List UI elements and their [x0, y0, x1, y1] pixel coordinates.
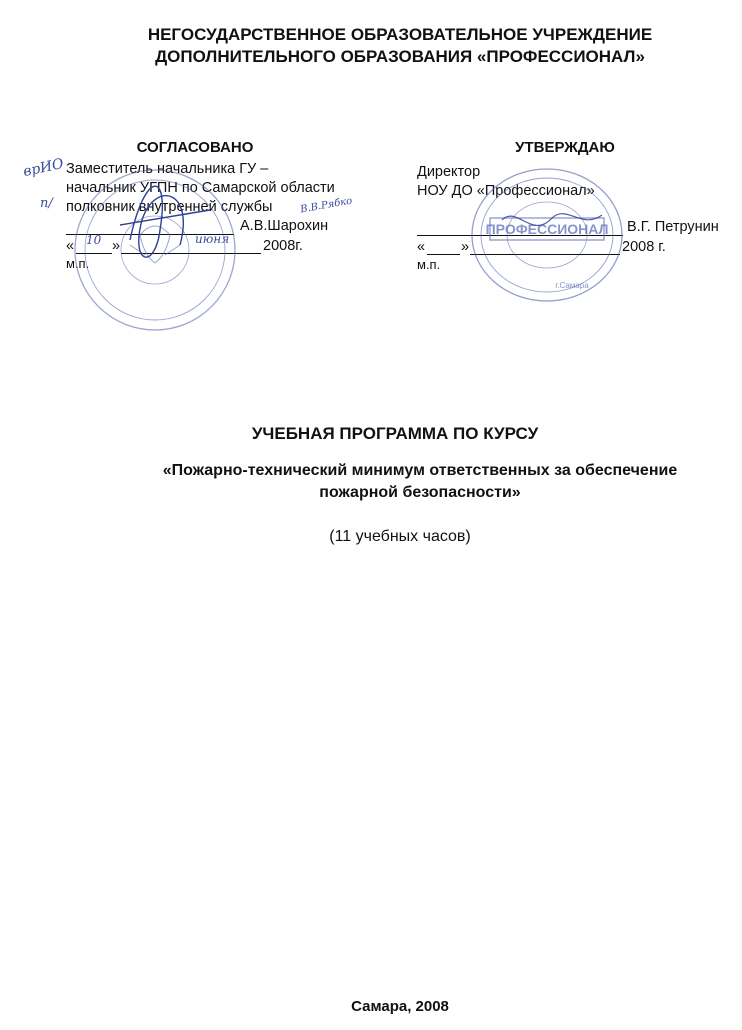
stamp-city-text: г.Самара [555, 281, 589, 290]
agreed-position-line1: Заместитель начальника ГУ – [66, 161, 269, 177]
place-and-year: Самара, 2008 [351, 998, 449, 1015]
organization-title [60, 24, 740, 68]
agreed-seal-and-signature [60, 150, 273, 350]
approve-position-line2: НОУ ДО «Профессионал» [417, 183, 595, 199]
handwritten-signer-name: В.В.Рябко [299, 195, 354, 216]
agreed-date-open-quote: « [66, 238, 75, 254]
stamp-text: ПРОФЕССИОНАЛ [485, 221, 609, 237]
handwritten-day: 10 [86, 233, 102, 247]
agreed-position-line3: полковник внутренней службы [66, 199, 273, 215]
organization-stamp [462, 160, 632, 310]
handwritten-note-2: п/ [40, 196, 53, 211]
organization-title-line2: ДОПОЛНИТЕЛЬНОГО ОБРАЗОВАНИЯ «ПРОФЕССИОНАЛ» [155, 47, 645, 66]
agreed-position-line2: начальник УГПН по Самарской области [66, 180, 335, 196]
approve-date-open-quote: « [417, 239, 426, 255]
signature-scribble-icon [120, 186, 210, 257]
course-name-line2: пожарной безопасности» [319, 484, 521, 501]
course-name [110, 460, 730, 504]
agreed-signer-name: А.В.Шарохин [240, 218, 329, 234]
agreed-heading: СОГЛАСОВАНО [136, 139, 254, 156]
approve-seal-place: м.п. [417, 257, 441, 272]
program-title: УЧЕБНАЯ ПРОГРАММА ПО КУРСУ [251, 424, 539, 443]
organization-title-line1: НЕГОСУДАРСТВЕННОЕ ОБРАЗОВАТЕЛЬНОЕ УЧРЕЖДЕНИЕ [147, 25, 653, 44]
approve-heading: УТВЕРЖДАЮ [515, 139, 615, 156]
course-hours: (11 учебных часов) [329, 528, 471, 545]
approve-signer-name: В.Г. Петрунин [627, 219, 719, 235]
approve-position-line1: Директор [417, 164, 481, 180]
agreed-seal-place: м.п. [66, 256, 90, 271]
agreed-date-close-quote: » [112, 238, 121, 254]
handwritten-month: июня [195, 232, 230, 246]
course-name-line1: «Пожарно-технический минимум ответственных за обеспечение [162, 462, 678, 479]
agreed-year: 2008г. [263, 238, 303, 254]
approve-date-close-quote: » [461, 239, 470, 255]
approve-year: 2008 г. [622, 239, 666, 255]
approve-day-line [427, 254, 460, 255]
handwritten-acting-note: врИО [21, 155, 66, 181]
